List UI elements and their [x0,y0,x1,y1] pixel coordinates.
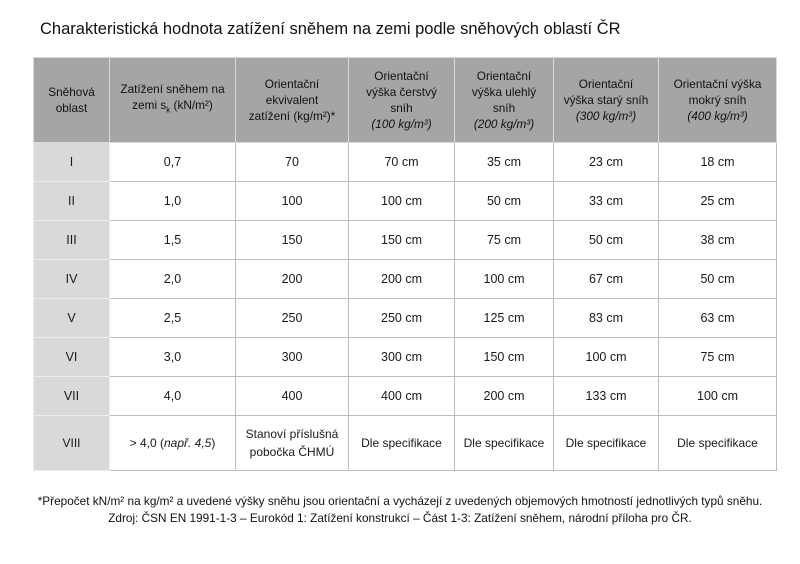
cell-old-snow: 50 cm [554,221,659,260]
cell-snow-area: I [34,143,110,182]
cell-settled-snow: Dle specifikace [455,416,554,471]
footnote-text: *Přepočet kN/m² na kg/m² a uvedené výšky sněhu jsou orientační a vycházejí z uvedených objemových hmotností jednotlivých typů sněhu. [37,494,763,508]
cell-snow-area: IV [34,260,110,299]
cell-snow-load: 2,0 [110,260,236,299]
cell-equivalent-load: 300 [236,338,349,377]
cell-wet-snow: 25 cm [659,182,777,221]
table-header-row [34,58,777,143]
header-equivalent-load: Orientační ekvivalent zatížení (kg/m²)* [236,58,349,143]
cell-snow-load: 0,7 [110,143,236,182]
cell-settled-snow: 35 cm [455,143,554,182]
cell-settled-snow: 100 cm [455,260,554,299]
header-fresh-snow: Orientační výška čerstvý sníh (100 kg/m³) [349,58,455,143]
cell-fresh-snow: 100 cm [349,182,455,221]
cell-snow-area: V [34,299,110,338]
header-snow-area: Sněhová oblast [34,58,110,143]
cell-fresh-snow: Dle specifikace [349,416,455,471]
cell-equivalent-load: 150 [236,221,349,260]
cell-fresh-snow: 150 cm [349,221,455,260]
cell-fresh-snow: 250 cm [349,299,455,338]
cell-wet-snow: 18 cm [659,143,777,182]
cell-wet-snow: 75 cm [659,338,777,377]
table-row [34,182,777,221]
cell-snow-area: VIII [34,416,110,471]
cell-wet-snow: 50 cm [659,260,777,299]
cell-old-snow: 133 cm [554,377,659,416]
cell-wet-snow: Dle specifikace [659,416,777,471]
cell-equivalent-load: 400 [236,377,349,416]
cell-settled-snow: 50 cm [455,182,554,221]
cell-equivalent-load: 250 [236,299,349,338]
cell-old-snow: 100 cm [554,338,659,377]
table-row [34,221,777,260]
source-text: Zdroj: ČSN EN 1991-1-3 – Eurokód 1: Zatížení konstrukcí – Část 1-3: Zatížení sněhem, národní příloha pro ČR. [108,511,692,525]
cell-old-snow: 33 cm [554,182,659,221]
cell-equivalent-load: 100 [236,182,349,221]
header-settled-snow: Orientační výška ulehlý sníh (200 kg/m³) [455,58,554,143]
cell-old-snow: 67 cm [554,260,659,299]
cell-snow-load: > 4,0 (např. 4,5) [110,416,236,471]
table-row [34,299,777,338]
cell-old-snow: 83 cm [554,299,659,338]
table-row [34,260,777,299]
footnote-block [0,493,800,527]
table-row [34,377,777,416]
table-row [34,416,777,471]
cell-snow-load: 3,0 [110,338,236,377]
header-wet-snow: Orientační výška mokrý sníh (400 kg/m³) [659,58,777,143]
cell-equivalent-load: Stanoví příslušná pobočka ČHMÚ [236,416,349,471]
cell-wet-snow: 100 cm [659,377,777,416]
cell-snow-area: II [34,182,110,221]
cell-equivalent-load: 200 [236,260,349,299]
cell-fresh-snow: 70 cm [349,143,455,182]
header-old-snow: Orientační výška starý sníh (300 kg/m³) [554,58,659,143]
cell-snow-load: 4,0 [110,377,236,416]
cell-snow-load: 1,5 [110,221,236,260]
cell-equivalent-load: 70 [236,143,349,182]
cell-settled-snow: 75 cm [455,221,554,260]
cell-old-snow: 23 cm [554,143,659,182]
cell-snow-load: 2,5 [110,299,236,338]
cell-old-snow: Dle specifikace [554,416,659,471]
table-row [34,338,777,377]
cell-wet-snow: 63 cm [659,299,777,338]
table-row [34,143,777,182]
header-snow-load: Zatížení sněhem na zemi $s_k$ (kN/m²) [110,58,236,143]
cell-settled-snow: 200 cm [455,377,554,416]
cell-settled-snow: 150 cm [455,338,554,377]
cell-snow-area: VII [34,377,110,416]
cell-settled-snow: 125 cm [455,299,554,338]
cell-fresh-snow: 400 cm [349,377,455,416]
cell-fresh-snow: 300 cm [349,338,455,377]
cell-fresh-snow: 200 cm [349,260,455,299]
cell-snow-area: VI [34,338,110,377]
snow-load-table [33,57,777,471]
page-title: Charakteristická hodnota zatížení sněhem na zemi podle sněhových oblastí ČR [40,20,621,38]
cell-snow-area: III [34,221,110,260]
cell-snow-load: 1,0 [110,182,236,221]
cell-wet-snow: 38 cm [659,221,777,260]
